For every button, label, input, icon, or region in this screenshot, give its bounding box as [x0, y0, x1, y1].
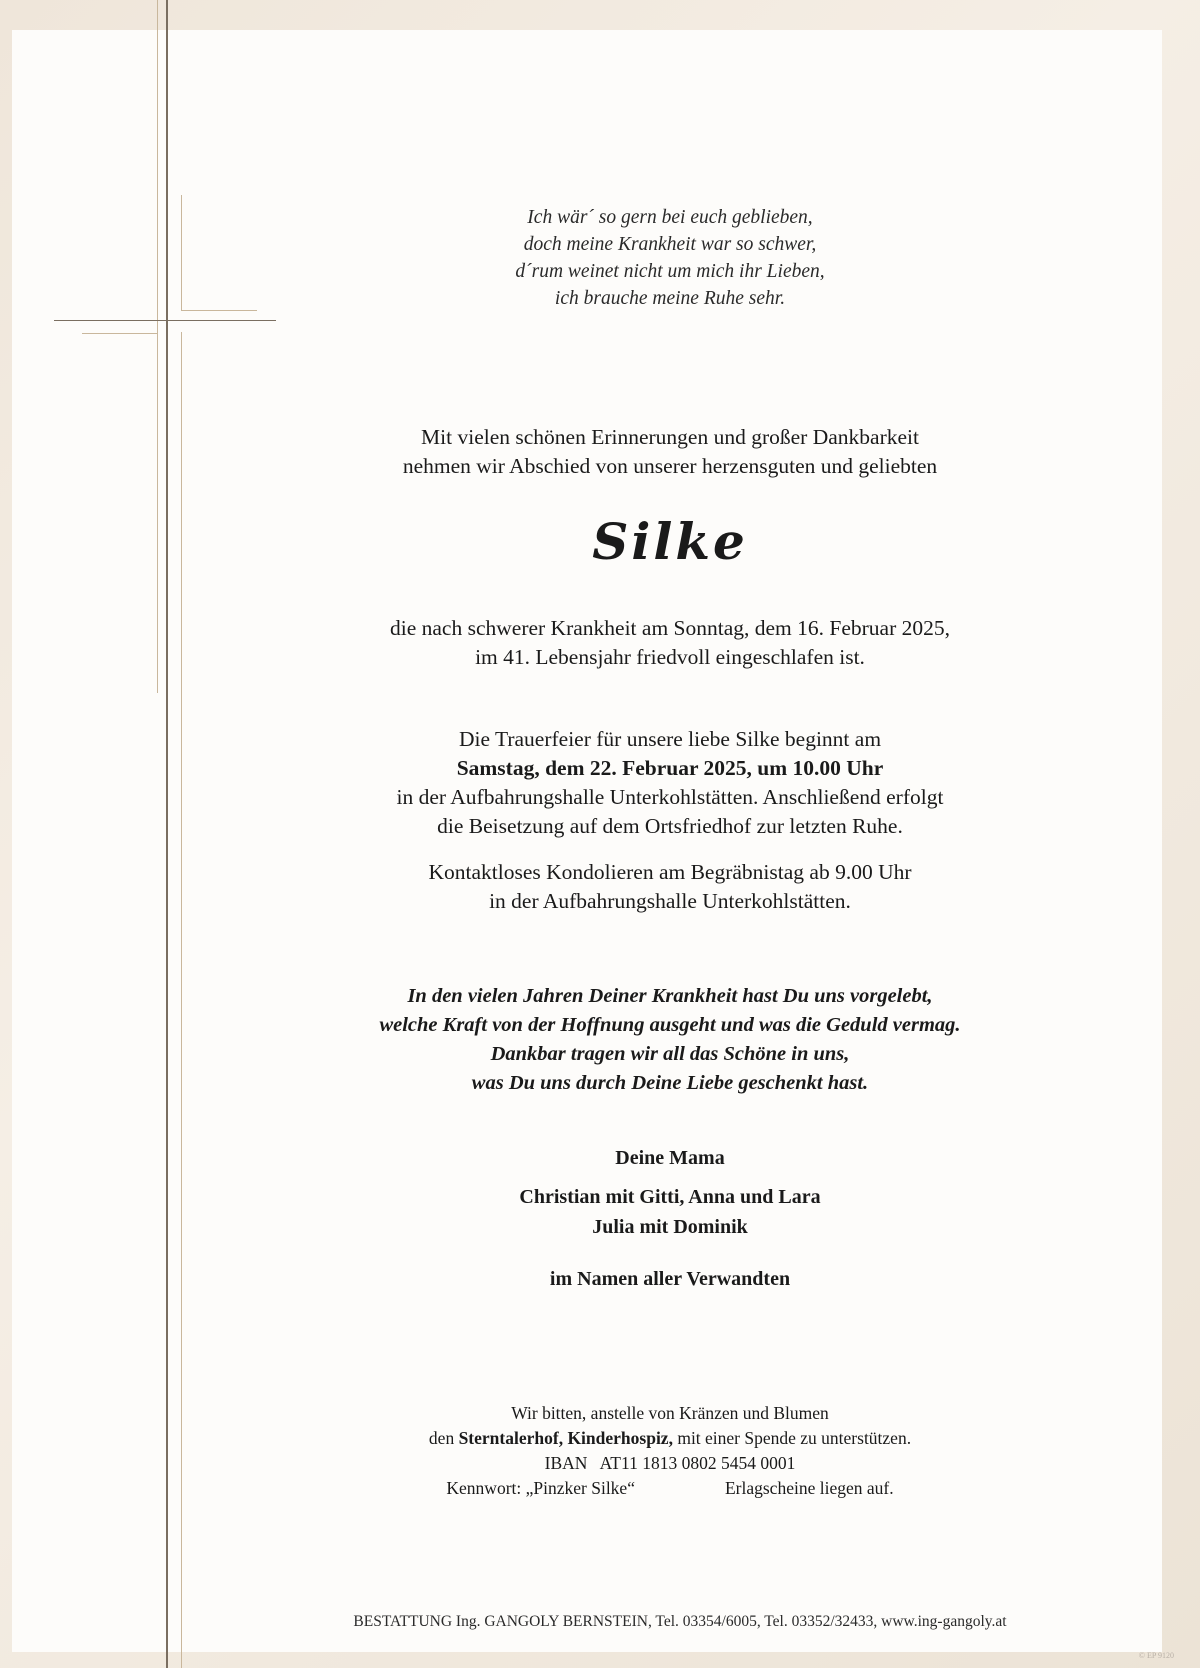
tribute-line: Dankbar tragen wir all das Schöne in uns, [490, 1043, 850, 1065]
family-relatives: im Namen aller Verwandten [549, 1268, 791, 1290]
donation-pre: den [428, 1428, 459, 1448]
donation-post: mit einer Spende zu unterstützen. [672, 1428, 912, 1448]
deceased-name: Silke [592, 512, 748, 571]
ceremony-date: Samstag, dem 22. Februar 2025, um 10.00 Uhr [456, 756, 884, 780]
funeral-home-footer: BESTATTUNG Ing. GANGOLY BERNSTEIN, Tel. 03354/6005, Tel. 03352/32433, www.ing-gangoly.at [353, 1613, 1007, 1630]
donation-recipient: Sterntalerhof, Kinderhospiz, [458, 1428, 673, 1448]
donation-line: Wir bitten, anstelle von Kränzen und Blumen [511, 1403, 829, 1423]
tribute-text [170, 982, 1170, 1098]
donation-kennwort: Kennwort: „Pinzker Silke“ [446, 1478, 635, 1498]
donation-iban: IBAN AT11 1813 0802 5454 0001 [544, 1453, 796, 1473]
intro-line: Mit vielen schönen Erinnerungen und großer Dankbarkeit [421, 425, 919, 449]
tribute-line: was Du uns durch Deine Liebe geschenkt hast. [471, 1072, 869, 1094]
verse-line: ich brauche meine Ruhe sehr. [554, 288, 786, 309]
cross-horizontal-gold-left [82, 333, 158, 334]
condolence-info [170, 858, 1170, 916]
cross-vertical-gold [157, 0, 158, 325]
family-christian: Christian mit Gitti, Anna und Lara [519, 1186, 821, 1208]
tribute-line: welche Kraft von der Hoffnung ausgeht und was die Geduld vermag. [379, 1014, 961, 1036]
death-line: im 41. Lebensjahr friedvoll eingeschlafen ist. [475, 645, 865, 669]
ceremony-info [170, 725, 1170, 841]
donation-erlagscheine: Erlagscheine liegen auf. [724, 1478, 894, 1498]
ceremony-line: die Beisetzung auf dem Ortsfriedhof zur letzten Ruhe. [437, 814, 903, 838]
cross-vertical-dark [166, 0, 168, 1668]
death-notice [170, 614, 1170, 672]
donation-line-2 [170, 1426, 1170, 1451]
family-julia: Julia mit Dominik [592, 1216, 748, 1238]
donation-kennwort-row [170, 1476, 1170, 1501]
ceremony-line: Die Trauerfeier für unsere liebe Silke beginnt am [458, 727, 882, 751]
condolence-line: Kontaktloses Kondolieren am Begräbnistag ab 9.00 Uhr [428, 860, 912, 884]
intro-text [170, 423, 1170, 481]
tribute-line: In den vielen Jahren Deiner Krankheit hast Du uns vorgelebt, [407, 985, 933, 1007]
verse-line: d´rum weinet nicht um mich ihr Lieben, [515, 261, 825, 282]
ceremony-line: in der Aufbahrungshalle Unterkohlstätten. Anschließend erfolgt [396, 785, 944, 809]
donation-info [170, 1401, 1170, 1501]
verse-line: doch meine Krankheit war so schwer, [523, 234, 817, 255]
family-mama: Deine Mama [615, 1147, 725, 1169]
cross-vertical-gold-lower [157, 325, 158, 693]
intro-line: nehmen wir Abschied von unserer herzensguten und geliebten [402, 454, 938, 478]
cross-horizontal-dark [54, 320, 276, 321]
print-mark: © EP 9120 [1138, 1651, 1174, 1660]
verse [170, 204, 1170, 312]
condolence-line: in der Aufbahrungshalle Unterkohlstätten. [489, 889, 851, 913]
death-line: die nach schwerer Krankheit am Sonntag, dem 16. Februar 2025, [389, 616, 951, 640]
verse-line: Ich wär´ so gern bei euch geblieben, [527, 207, 813, 228]
